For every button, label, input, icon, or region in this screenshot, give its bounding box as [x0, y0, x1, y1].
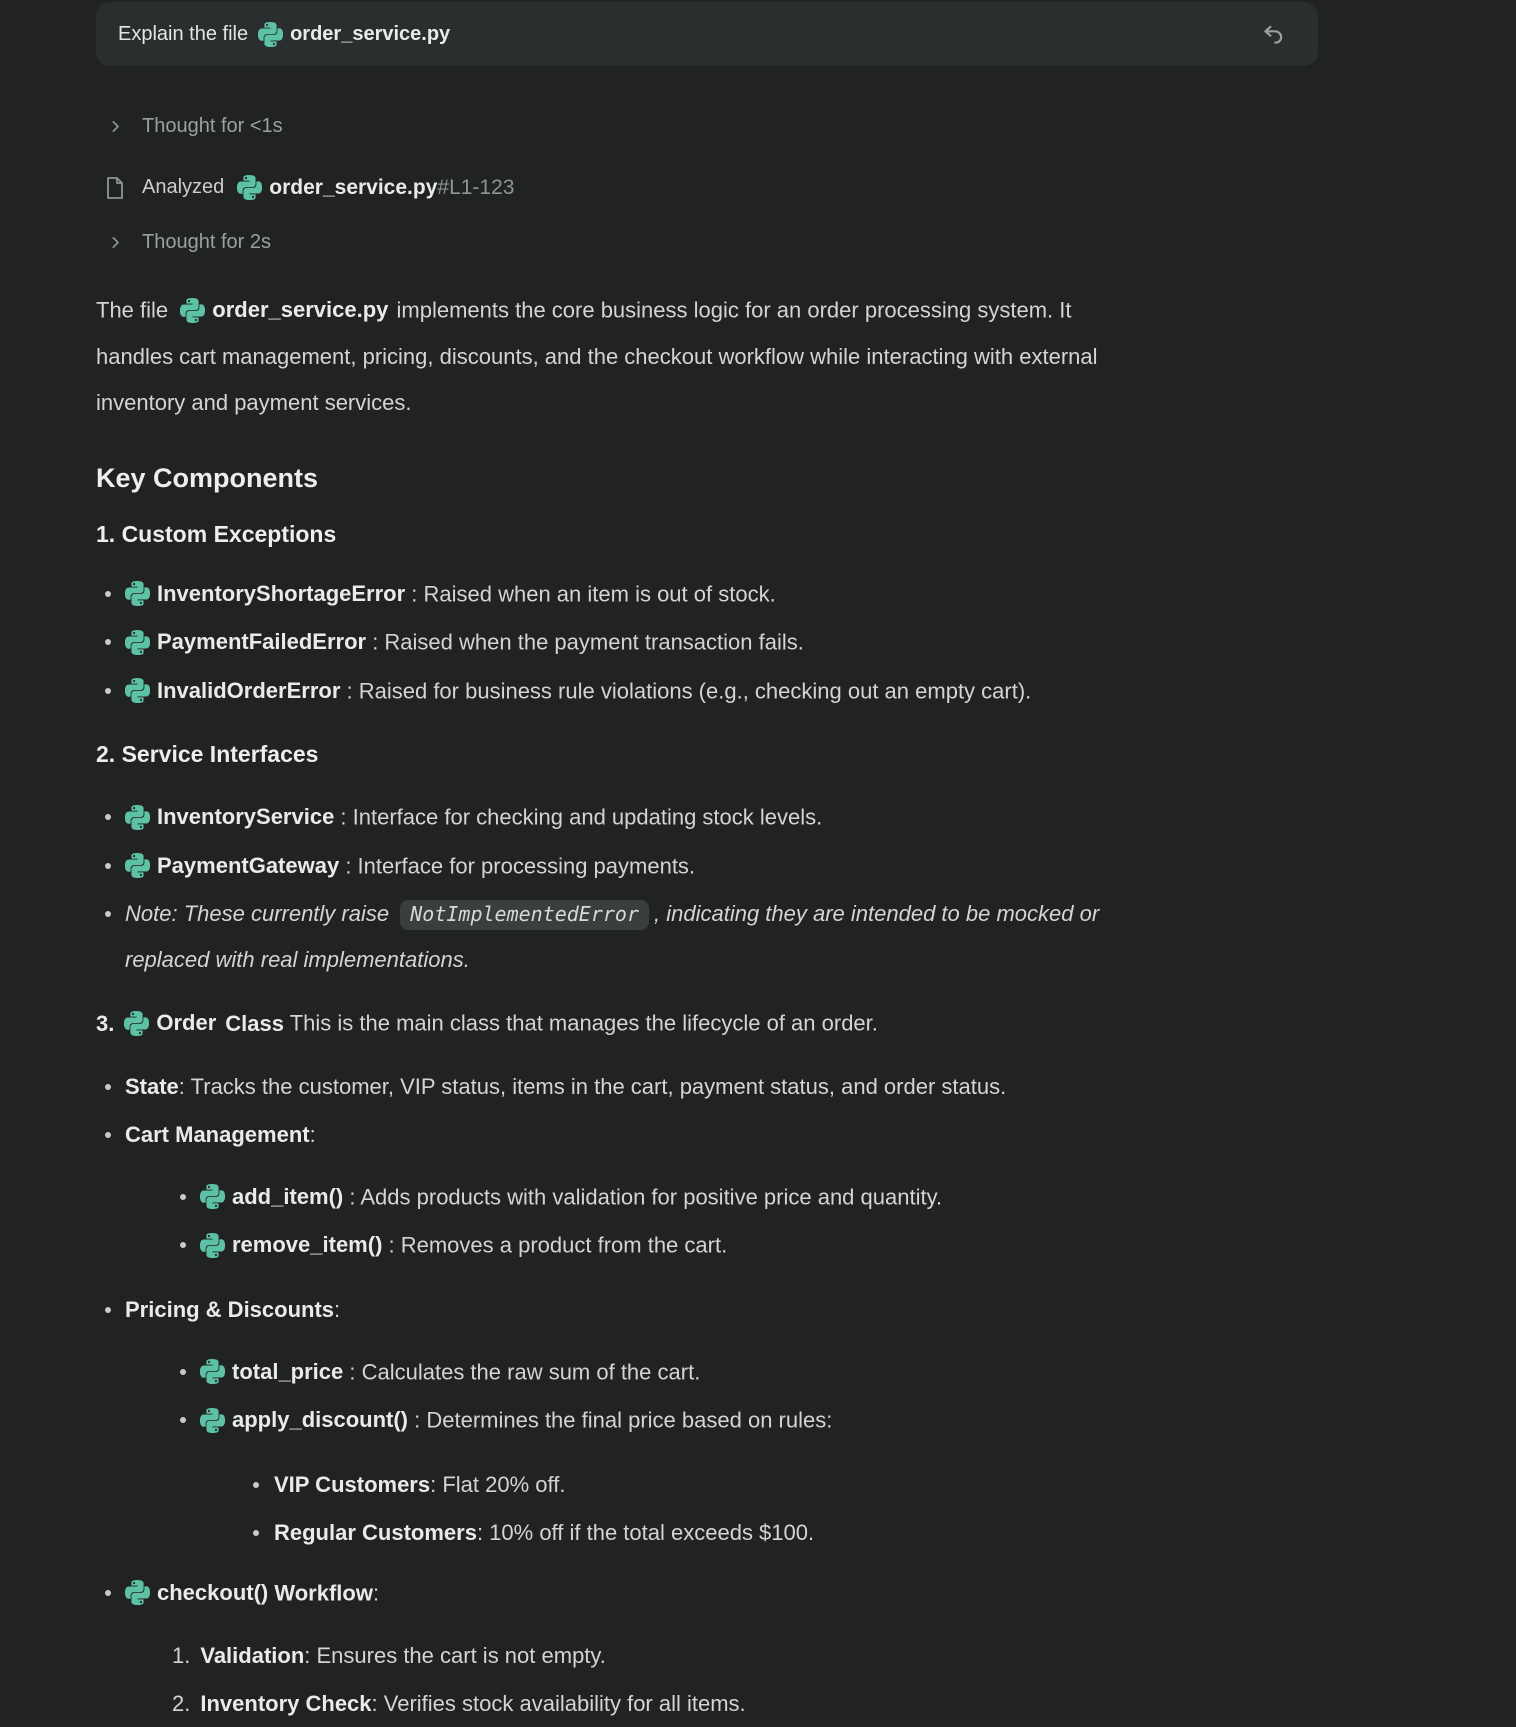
list-item-desc: : Interface for checking and updating stock levels. [334, 804, 823, 830]
nested-list-item [96, 1174, 1420, 1221]
deep-list-item [96, 1462, 1420, 1508]
step-number: 1. [172, 1643, 191, 1668]
code-chip-label: checkout() [157, 1579, 269, 1605]
python-icon [258, 22, 283, 47]
code-chip-label: InventoryShortageError [157, 580, 406, 606]
thought-row-2[interactable] [96, 231, 1420, 254]
python-icon [200, 1408, 225, 1433]
code-chip-label: apply_discount() [232, 1407, 409, 1432]
list-item-desc: : Removes a product from the cart. [382, 1232, 728, 1258]
thought-row-1[interactable] [96, 115, 1420, 138]
chevron-right-icon [104, 234, 126, 251]
code-reference-chip[interactable] [200, 1397, 408, 1443]
code-chip-label: add_item() [232, 1183, 344, 1209]
analyzed-file-chip[interactable] [237, 175, 514, 200]
list-item-desc: : Interface for processing payments. [339, 853, 696, 878]
item-label: Inventory Check [200, 1691, 372, 1716]
list-item [96, 794, 1420, 841]
code-reference-chip[interactable] [125, 571, 405, 617]
inline-code: NotImplementedError [400, 900, 649, 930]
list-item-desc: : Determines the final price based on rules: [408, 1407, 833, 1433]
intro-text-before: The file [96, 297, 169, 323]
python-icon [200, 1184, 225, 1209]
code-reference-chip[interactable] [125, 843, 339, 889]
list-item-desc: : Ensures the cart is not empty. [304, 1643, 606, 1668]
section-heading: Key Components [96, 462, 319, 493]
thought-label: Thought for 2s [142, 231, 271, 253]
code-reference-chip[interactable] [200, 1174, 343, 1220]
list-item-desc: : [334, 1296, 341, 1322]
item-number: 3. [96, 1010, 115, 1036]
subsection-title-order-class [96, 1000, 1420, 1047]
list-item-desc: : [309, 1121, 316, 1147]
python-icon [125, 853, 150, 878]
list-item-desc: : Tracks the customer, VIP status, items in the cart, payment status, and order status. [178, 1073, 1007, 1099]
code-chip-label: Order [156, 1010, 217, 1035]
code-reference-chip[interactable] [200, 1349, 343, 1395]
list-item [96, 1112, 1420, 1158]
python-icon [180, 298, 205, 323]
analyzed-file-name: order_service.py [269, 175, 438, 199]
step-number: 2. [172, 1691, 191, 1716]
item-label: Regular Customers [274, 1519, 477, 1545]
python-icon [125, 581, 150, 606]
workflow-step [96, 1633, 1420, 1679]
subsection-title-service-interfaces: 2. Service Interfaces [96, 741, 319, 767]
list-item-desc: : 10% off if the total exceeds $100. [476, 1519, 815, 1545]
code-chip-label: InventoryService [157, 804, 335, 829]
code-chip-label: total_price [232, 1358, 344, 1384]
user-message-bubble [96, 2, 1318, 66]
document-icon [104, 176, 126, 200]
item-label: VIP Customers [274, 1471, 431, 1497]
order-class-word: Class [225, 1010, 284, 1036]
workflow-step [96, 1681, 1420, 1727]
note-item [96, 891, 1115, 983]
list-item [96, 1287, 1420, 1333]
analyzed-label: Analyzed [142, 176, 225, 198]
code-reference-chip[interactable] [200, 1222, 382, 1268]
nested-list-item [96, 1349, 1420, 1396]
intro-paragraph [96, 287, 1126, 426]
python-icon [237, 175, 262, 200]
undo-icon [1260, 21, 1286, 47]
item-label: Workflow [268, 1580, 373, 1605]
list-item [96, 619, 1420, 666]
python-icon [125, 678, 150, 703]
deep-list-item [96, 1510, 1420, 1556]
code-reference-chip[interactable] [125, 619, 366, 665]
nested-list-item [96, 1222, 1420, 1269]
item-label: Cart Management [125, 1121, 310, 1147]
chevron-right-icon [104, 118, 126, 135]
file-chip-label: order_service.py [290, 22, 451, 45]
code-chip-label: PaymentFailedError [157, 629, 367, 654]
list-item-desc: : Raised for business rule violations (e.g., checking out an empty cart). [340, 678, 1032, 703]
code-reference-chip[interactable] [125, 1570, 268, 1616]
item-label: Pricing & Discounts [125, 1296, 335, 1322]
list-item [96, 1570, 1420, 1617]
python-icon [125, 805, 150, 830]
nested-list-item [96, 1397, 1420, 1444]
chat-thread [0, 2, 1516, 1727]
code-reference-chip[interactable] [124, 1000, 216, 1046]
list-item-desc: : Raised when an item is out of stock. [405, 581, 776, 606]
list-item [96, 1064, 1420, 1110]
thought-label: Thought for <1s [142, 115, 283, 137]
list-item [96, 843, 1420, 890]
item-label: Validation [200, 1643, 305, 1668]
intro-text-after: implements the core business logic for an order processing system. It handles cart management, pricing, discounts, and the checkout workflow while interacting with external inventory and payment services. [96, 297, 1098, 415]
python-icon [200, 1359, 225, 1384]
file-chip-label: order_service.py [212, 297, 389, 322]
python-icon [125, 1580, 150, 1605]
list-item-desc: : Adds products with validation for positive price and quantity. [343, 1184, 943, 1209]
list-item [96, 668, 1420, 715]
analyzed-row[interactable] [96, 175, 1420, 200]
analyzed-line-range: #L1-123 [437, 175, 515, 199]
python-icon [125, 630, 150, 655]
note-text-before: Note: These currently raise [125, 901, 396, 926]
python-icon [200, 1233, 225, 1258]
file-reference-chip[interactable] [180, 287, 388, 333]
python-icon [124, 1011, 149, 1036]
file-reference-chip[interactable] [258, 22, 450, 47]
code-reference-chip[interactable] [125, 794, 334, 840]
code-chip-label: PaymentGateway [157, 852, 340, 878]
list-item-desc: : Raised when the payment transaction fails. [366, 629, 804, 655]
item-label: State [125, 1073, 179, 1099]
note-text-after: , indicating they are intended to be mocked or replaced with real implementations. [125, 901, 1100, 972]
code-chip-label: InvalidOrderError [157, 677, 341, 703]
order-class-text: This is the main class that manages the lifecycle of an order. [284, 1010, 878, 1036]
list-item-desc: : Flat 20% off. [430, 1471, 566, 1497]
list-item-desc: : Verifies stock availability for all items. [371, 1691, 746, 1716]
subsection-title-custom-exceptions: 1. Custom Exceptions [96, 520, 337, 547]
user-message-text: Explain the file [118, 22, 249, 45]
list-item [96, 571, 1420, 618]
list-item-desc: : Calculates the raw sum of the cart. [343, 1359, 701, 1384]
list-item-desc: : [372, 1580, 380, 1605]
code-chip-label: remove_item() [232, 1232, 383, 1257]
restore-checkpoint-button[interactable] [1258, 19, 1288, 49]
code-reference-chip[interactable] [125, 668, 340, 714]
